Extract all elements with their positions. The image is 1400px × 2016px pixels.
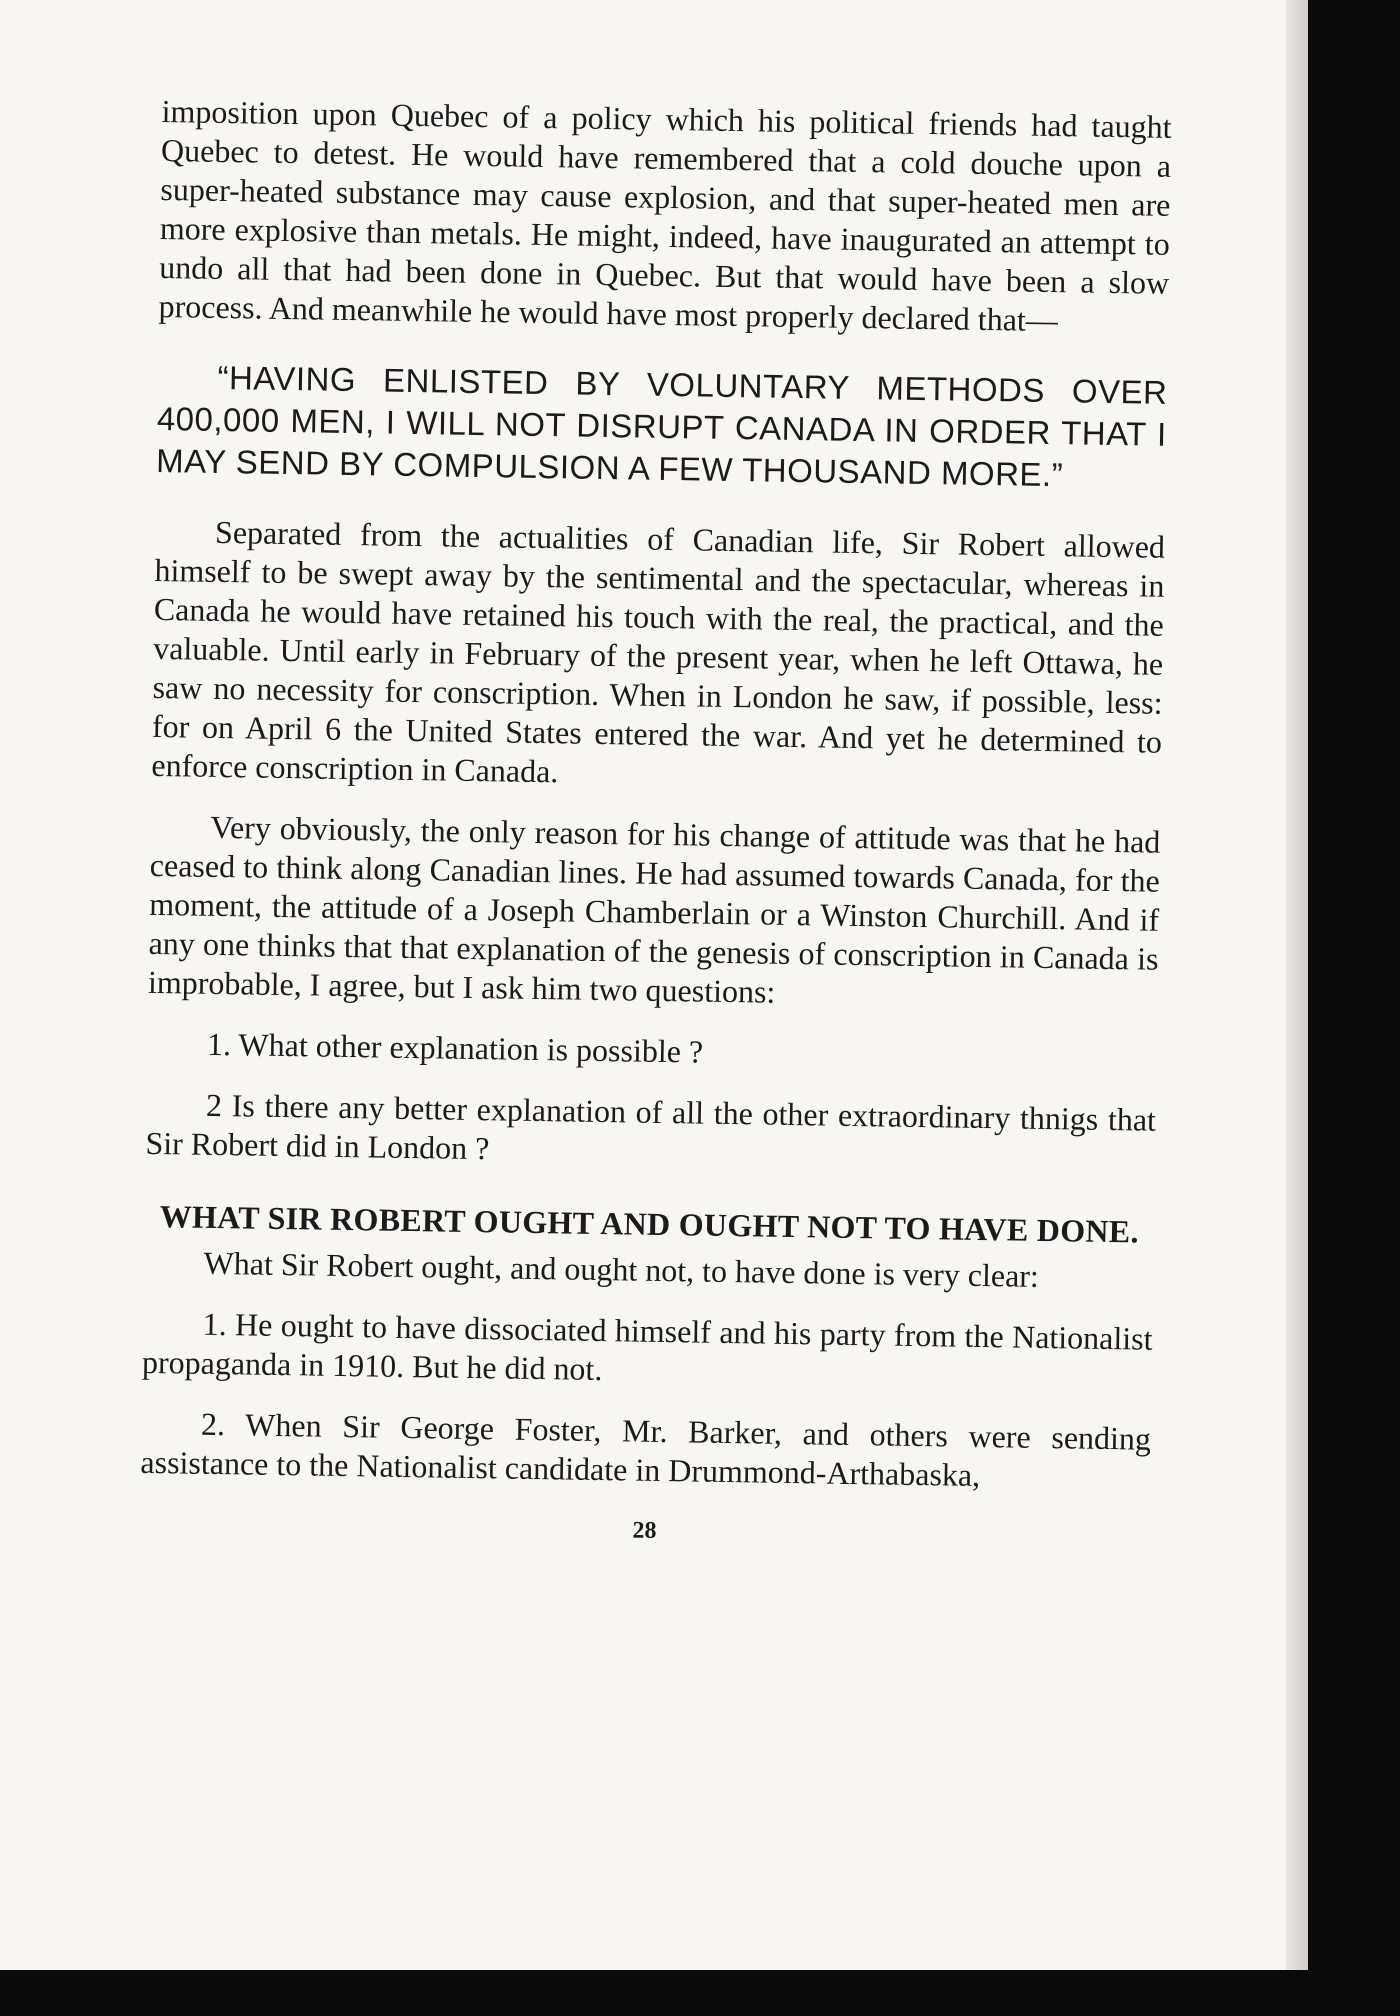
question-item: 2 Is there any better explanation of all the other extraordinary thnigs that Sir Robert did in London ?: [145, 1086, 1157, 1167]
page-text: [139, 92, 1172, 1581]
paragraph: Separated from the actualities of Canadian life, Sir Robert allowed himself to be swept away by the sentimental and the spectacular, whereas in Canada he would have retained his touch with the real, the practical, and the valuable. Until early in February of the present year, when he left Ottawa, he saw no necessity for conscription. When in London he saw, if possible, less: for on April 6 the United States entered the war. And yet he determined to enforce conscription in Canada.: [151, 513, 1166, 790]
list-item: 2. When Sir George Foster, Mr. Barker, and others were sending assistance to the Nationalist candidate in Drummond-Arthabaska,: [140, 1405, 1152, 1494]
question-item: 1. What other explanation is possible ?: [206, 1025, 704, 1070]
quotation: “HAVING ENLISTED BY VOLUNTARY METHODS OVER 400,000 MEN, I WILL NOT DISRUPT CANADA IN ORDER THAT I MAY SEND BY COMPULSION A FEW THOUSAND MORE.”: [155, 358, 1168, 494]
page-number: 28: [632, 1517, 657, 1544]
list-item: 1. He ought to have dissociated himself and his party from the Nationalist propaganda in 1910. But he did not.: [141, 1305, 1153, 1388]
paragraph: Very obviously, the only reason for his change of attitude was that he had ceased to think along Canadian lines. He had assumed towards Canada, for the moment, the attitude of a Joseph Chamberlain or a Winston Churchill. And if any one thinks that that explanation of the genesis of conscription in Canada is improbable, I agree, but I ask him two questions:: [147, 808, 1161, 1010]
section-heading: WHAT SIR ROBERT OUGHT AND OUGHT NOT TO HAVE DONE.: [159, 1198, 1140, 1250]
scan-border-right: [1308, 0, 1400, 2016]
paragraph: What Sir Robert ought, and ought not, to have done is very clear:: [203, 1244, 1040, 1294]
scan-border-bottom: [0, 1970, 1400, 2016]
paragraph-continued: imposition upon Quebec of a policy which his political friends had taught Quebec to detest. He would have remembered that a cold douche upon a super-heated substance may cause explosion, and that super-heated men are more explosive than metals. He might, indeed, have inaugurated an attempt to undo all that had been done in Quebec. But that would have been a slow process. And meanwhile he would have most properly declared that—: [158, 92, 1172, 339]
page-edge-shadow: [1286, 0, 1308, 1970]
